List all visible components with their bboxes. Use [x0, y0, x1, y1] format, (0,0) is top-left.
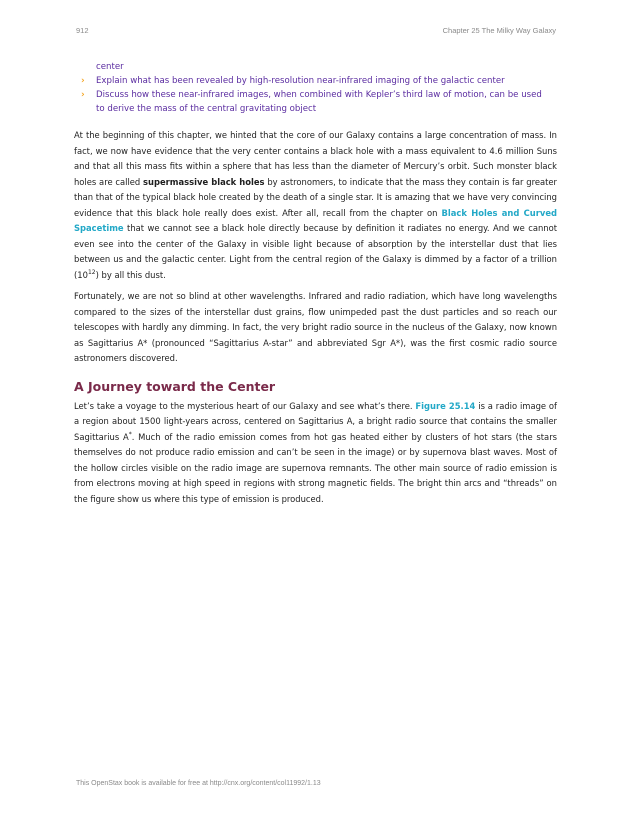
- objective-item: [74, 88, 557, 102]
- learning-objectives: [74, 60, 557, 116]
- text-run: by astronomers, to indicate that the mass they contain is far greater than that of the typical black hole created by the death of a single star. It is amazing that we have very convincing evidence that this black hole really does exist. After all, recall from the chapter on: [74, 176, 557, 218]
- exponent: 12: [87, 268, 96, 276]
- key-term: supermassive black holes: [143, 176, 265, 187]
- figure-link[interactable]: Figure 25.14: [415, 400, 476, 411]
- page-content: [74, 60, 557, 513]
- paragraph-journey: [74, 399, 557, 508]
- chevron-right-icon: ›: [81, 90, 85, 100]
- page-number: 912: [76, 26, 89, 35]
- section-heading: A Journey toward the Center: [74, 378, 276, 394]
- text-run: is a radio image of a region about 1500 light-years across, centered on Sagittarius A, a bright radio source that contains the smaller Sagittarius A: [74, 400, 557, 442]
- text-run: ) by all this dust.: [95, 269, 166, 280]
- text-run: . Much of the radio emission comes from hot gas heated either by clusters of hot stars (the stars themselves do not produce radio emission and can’t be seen in the image) or by supernova blast waves. Most of the hollow circles visible on the radio image are supernova remnants. The other main source of radio emission is from electrons moving at high speed in regions with strong magnetic fields. The bright thin arcs and “threads” on the figure show us where this type of emission is produced.: [74, 431, 558, 504]
- chapter-title: Chapter 25 The Milky Way Galaxy: [442, 26, 556, 35]
- chapter-link[interactable]: Black Holes and Curved Spacetime: [74, 207, 558, 233]
- objective-continuation: center: [96, 62, 124, 72]
- chevron-right-icon: ›: [81, 76, 85, 86]
- objective-continuation: to derive the mass of the central gravitating object: [96, 104, 317, 114]
- text-run: At the beginning of this chapter, we hinted that the core of our Galaxy contains a large concentration of mass. In fact, we now have evidence that the very center contains a black hole with a mass equivalent to 4.6 million Suns and that all this mass fits within a sphere that has less than the diameter of Mercury’s orbit. Such monster black holes are called: [74, 130, 557, 187]
- page-header: [76, 26, 556, 38]
- objective-text: Explain what has been revealed by high-resolution near-infrared imaging of the galactic center: [96, 76, 505, 86]
- text-run: Let’s take a voyage to the mysterious heart of our Galaxy and see what’s there.: [74, 400, 416, 411]
- objective-item: [74, 74, 557, 88]
- page-footer: This OpenStax book is available for free at http://cnx.org/content/col11992/1.13: [76, 780, 321, 787]
- paragraph-wavelengths: Fortunately, we are not so blind at other wavelengths. Infrared and radio radiation, which have long wavelengths compared to the sizes of the interstellar dust grains, flow unimpeded past the dust particles and so reach our telescopes with hardly any dimming. In fact, the very bright radio source in the nucleus of the Galaxy, now known as Sagittarius A* (pronounced “Sagittarius A-star” and abbreviated Sgr A*), was the first cosmic radio source astronomers discovered.: [74, 291, 557, 363]
- objective-text: Discuss how these near-infrared images, when combined with Kepler’s third law of motion, can be used: [96, 90, 542, 100]
- text-run: that we cannot see a black hole directly because by definition it radiates no energy. And we cannot even see into the center of the Galaxy in visible light because of absorption by the interstellar dust that lies between us and the galactic center. Light from the central region of the Galaxy is dimmed by a factor of a trillion (10: [74, 223, 557, 280]
- paragraph-intro: [74, 128, 557, 283]
- superscript-star: *: [128, 430, 132, 438]
